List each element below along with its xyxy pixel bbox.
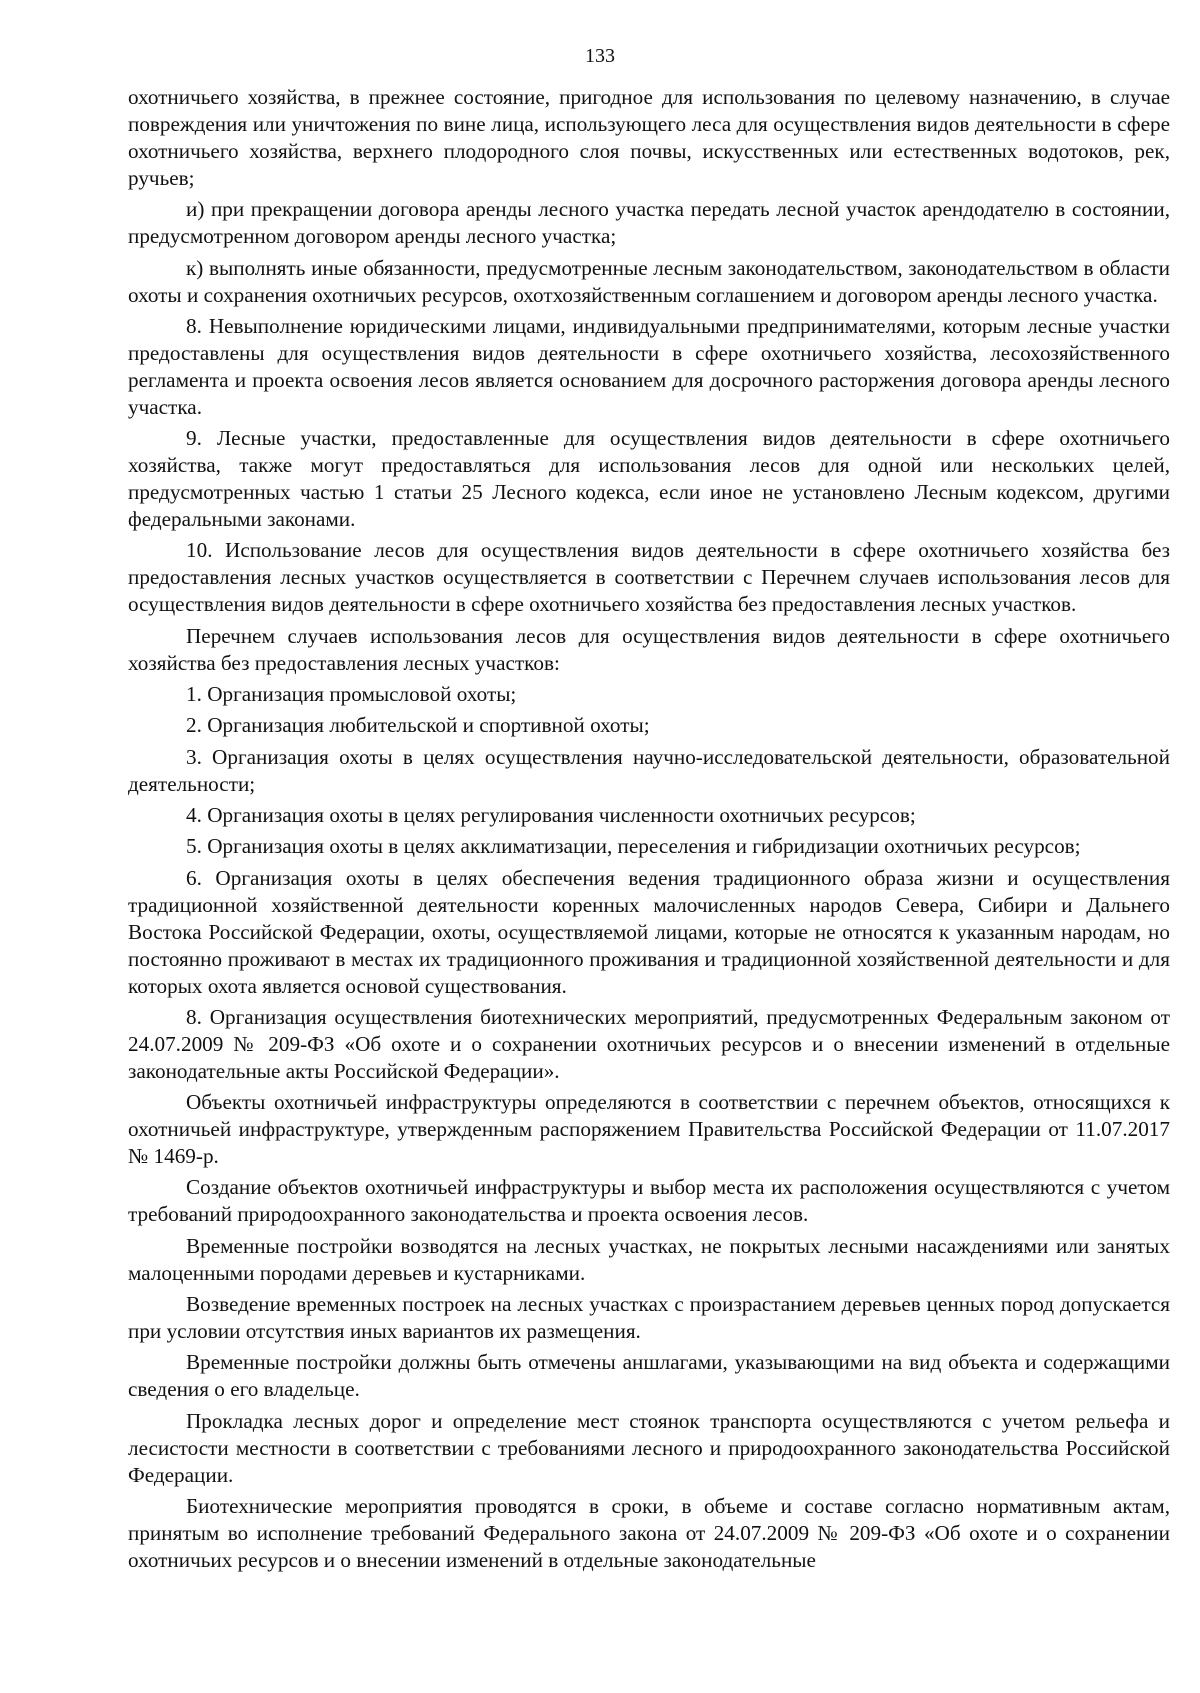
paragraph-9: 9. Лесные участки, предоставленные для осуществления видов деятельности в сфере охотничьего хозяйства, также могут предоставляться для использования лесов для одной или нескольких целей, предусмотренных частью 1 статьи 25 Лесного кодекса, если иное не установлено Лесным кодексом, другими федеральными законами. — [128, 426, 1170, 532]
paragraph-infrastructure-objects: Объекты охотничьей инфраструктуры определяются в соответствии с перечнем объектов, относящихся к охотничьей инфраструктуре, утвержденным распоряжением Правительства Российской Федерации от 11.07.2017 № 1469-р. — [128, 1090, 1170, 1169]
paragraph-10: 10. Использование лесов для осуществления видов деятельности в сфере охотничьего хозяйства без предоставления лесных участков осуществляется в соответствии с Перечнем случаев использования лесов для осуществления видов деятельности в сфере охотничьего хозяйства без предоставления лесных участков. — [128, 538, 1170, 617]
page-number: 133 — [585, 45, 615, 67]
list-intro: Перечнем случаев использования лесов для осуществления видов деятельности в сфере охотничьего хозяйства без предоставления лесных участков: — [128, 623, 1170, 675]
list-item-2: 2. Организация любительской и спортивной охоты; — [186, 713, 650, 738]
paragraph-forest-roads: Прокладка лесных дорог и определение мест стоянок транспорта осуществляются с учетом рельефа и лесистости местности в соответствии с требованиями лесного и природоохранного законодательства Российской Федерации. — [128, 1408, 1170, 1487]
paragraph-infrastructure-creation: Создание объектов охотничьей инфраструктуры и выбор места их расположения осуществляются с учетом требований природоохранного законодательства и проекта освоения лесов. — [128, 1175, 1170, 1227]
paragraph-biotechnical-measures: Биотехнические мероприятия проводятся в сроки, в объеме и составе согласно нормативным актам, принятым во исполнение требований Федерального закона от 24.07.2009 № 209-ФЗ «Об охоте и о сохранении охотничьих ресурсов и о внесении изменений в отдельные законодательные — [128, 1493, 1170, 1572]
paragraph-valuable-species: Возведение временных построек на лесных участках с произрастанием деревьев ценных пород допускается при условии отсутствия иных вариантов их размещения. — [128, 1292, 1170, 1344]
paragraph-item-k: к) выполнять иные обязанности, предусмотренные лесным законодательством, законодательством в области охоты и сохранения охотничьих ресурсов, охотхозяйственным соглашением и договором аренды лесного участка. — [128, 255, 1170, 307]
paragraph-signage: Временные постройки должны быть отмечены аншлагами, указывающими на вид объекта и содержащими сведения о его владельце. — [128, 1350, 1170, 1402]
list-item-4: 4. Организация охоты в целях регулирования численности охотничьих ресурсов; — [186, 802, 916, 827]
document-body — [128, 84, 1170, 1578]
list-item-6: 6. Организация охоты в целях обеспечения ведения традиционного образа жизни и осуществления традиционной хозяйственной деятельности коренных малочисленных народов Севера, Сибири и Дальнего Востока Российской Федерации, охоты, осуществляемой лицами, которые не относятся к указанным народам, но постоянно проживают в местах их традиционного проживания и традиционной хозяйственной деятельности и для которых охота является основой существования. — [128, 865, 1170, 998]
list-item-1: 1. Организация промысловой охоты; — [186, 682, 517, 707]
paragraph-temporary-buildings: Временные постройки возводятся на лесных участках, не покрытых лесными насаждениями или занятых малоценными породами деревьев и кустарниками. — [128, 1233, 1170, 1285]
list-item-5: 5. Организация охоты в целях акклиматизации, переселения и гибридизации охотничьих ресурсов; — [186, 834, 1081, 859]
list-item-8: 8. Организация осуществления биотехнических мероприятий, предусмотренных Федеральным законом от 24.07.2009 № 209-ФЗ «Об охоте и о сохранении охотничьих ресурсов и о внесении изменений в отдельные законодательные акты Российской Федерации». — [128, 1004, 1170, 1083]
paragraph-continuation: охотничьего хозяйства, в прежнее состояние, пригодное для использования по целевому назначению, в случае повреждения или уничтожения по вине лица, использующего леса для осуществления видов деятельности в сфере охотничьего хозяйства, верхнего плодородного слоя почвы, искусственных или естественных водотоков, рек, ручьев; — [128, 85, 1170, 190]
paragraph-8: 8. Невыполнение юридическими лицами, индивидуальными предпринимателями, которым лесные участки предоставлены для осуществления видов деятельности в сфере охотничьего хозяйства, лесохозяйственного регламента и проекта освоения лесов является основанием для досрочного расторжения договора аренды лесного участка. — [128, 313, 1170, 419]
paragraph-item-i: и) при прекращении договора аренды лесного участка передать лесной участок арендодателю в состоянии, предусмотренном договором аренды лесного участка; — [128, 197, 1170, 249]
list-item-3: 3. Организация охоты в целях осуществления научно-исследовательской деятельности, образовательной деятельности; — [128, 744, 1170, 796]
